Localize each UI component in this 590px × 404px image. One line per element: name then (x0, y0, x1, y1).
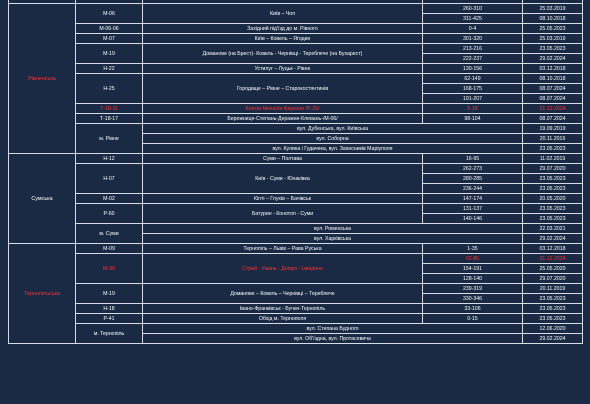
km-cell: 168-175 (423, 84, 523, 94)
km-cell: 62-149 (423, 74, 523, 84)
km-cell: 239-319 (423, 284, 523, 294)
region-cell: Рівненська (9, 4, 76, 154)
road-cell: М-07 (76, 34, 143, 44)
date-cell: 29.07.2020 (523, 274, 583, 284)
route-cell: Бережниця-Степань-Деражне-Клевань-/М-06/ (143, 114, 423, 124)
table-row (9, 254, 583, 264)
km-cell: 262-273 (423, 164, 523, 174)
road-cell: М-06 (76, 4, 143, 24)
km-cell: 130-156 (423, 64, 523, 74)
table-row (9, 4, 583, 14)
route-cell: вул. Об'їздна, вул. Протасевича (143, 334, 523, 344)
route-cell: Устилуг – Луцьк - Рівне (143, 64, 423, 74)
region-cell: Тернопільська (9, 244, 76, 344)
route-cell: Обхід м. Тернополя (143, 314, 423, 324)
km-cell: 98-104 (423, 114, 523, 124)
table-row (9, 284, 583, 294)
km-cell: 280-285 (423, 174, 523, 184)
date-cell: 23.05.2023 (523, 294, 583, 304)
route-cell: Городище – Рівне – Старокостянтинів (143, 74, 423, 104)
date-cell: 25.03.2019 (523, 34, 583, 44)
road-cell: М-09 (76, 244, 143, 254)
road-cell: Т-18-17 (76, 114, 143, 124)
table-row (9, 124, 583, 134)
route-cell: Доманове (на Брест)- Ковель - Чернівці - Тереблече (на Бухарест) (143, 44, 423, 64)
date-cell: 08.10.2018 (523, 14, 583, 24)
table-row (9, 44, 583, 54)
km-cell: 222-237 (423, 54, 523, 64)
date-cell: 31.12.2024 (523, 104, 583, 114)
date-cell: 19.09.2019 (523, 124, 583, 134)
km-cell: 213-216 (423, 44, 523, 54)
road-cell: Н-12 (76, 154, 143, 164)
date-cell: 29.02.2024 (523, 54, 583, 64)
route-cell: вул. Роменська (143, 224, 523, 234)
table-row (9, 164, 583, 174)
date-cell: 31.12.2024 (523, 254, 583, 264)
road-cell: М-19 (76, 284, 143, 304)
date-cell: 11.02.2019 (523, 154, 583, 164)
date-cell: 08.07.2024 (523, 84, 583, 94)
route-cell: вул. Степана Будного (143, 324, 523, 334)
route-cell: Батурин - Конотоп - Суми (143, 204, 423, 224)
date-cell: 23.05.2023 (523, 214, 583, 224)
date-cell: 25.05.2023 (523, 24, 583, 34)
km-cell: 0-15 (423, 314, 523, 324)
route-cell: Суми – Полтава (143, 154, 423, 164)
route-cell: Івано-Франківськ - Бучач-Тернопіль (143, 304, 423, 314)
road-cell: Н-22 (76, 64, 143, 74)
route-cell: Західний під'їзд до м. Рівного (143, 24, 423, 34)
table-row (9, 34, 583, 44)
table-row (9, 154, 583, 164)
road-cell: М-19 (76, 44, 143, 64)
date-cell: 12.06.2020 (523, 324, 583, 334)
table-row (9, 324, 583, 334)
km-cell: 330-346 (423, 294, 523, 304)
route-cell: Доманове – Ковель – Чернівці – Тереблече (143, 284, 423, 304)
km-cell: 140-146 (423, 214, 523, 224)
date-cell: 29.07.2020 (523, 164, 583, 174)
date-cell: 23.05.2023 (523, 304, 583, 314)
km-cell: 5-18 (423, 104, 523, 114)
date-cell: 20.11.2019 (523, 284, 583, 294)
route-cell: вул. Дубенська, вул. Київська (143, 124, 523, 134)
road-cell: М-02 (76, 194, 143, 204)
road-repair-table (8, 0, 583, 344)
table-row (9, 24, 583, 34)
date-cell: 03.12.2018 (523, 244, 583, 254)
km-cell: 191-207 (423, 94, 523, 104)
date-cell: 08.07.2024 (523, 94, 583, 104)
route-cell: вул. Соборна (143, 134, 523, 144)
route-cell: Кіпті – Глухів – Бачівськ (143, 194, 423, 204)
km-cell: 236-244 (423, 184, 523, 194)
date-cell: 23.05.2023 (523, 184, 583, 194)
road-cell: Т-18-11 (76, 104, 143, 114)
date-cell: 23.05.2023 (523, 314, 583, 324)
date-cell: 25.03.2019 (523, 4, 583, 14)
route-cell: Клесів-Михалін-Березне /Р-26/ (143, 104, 423, 114)
table-row (9, 314, 583, 324)
road-cell: М-30 (76, 254, 143, 284)
date-cell: 08.07.2024 (523, 114, 583, 124)
date-cell: 29.02.2024 (523, 234, 583, 244)
date-cell: 23.05.2023 (523, 204, 583, 214)
date-cell: 22.03.2021 (523, 224, 583, 234)
table-row (9, 114, 583, 124)
km-cell: 16-95 (423, 154, 523, 164)
route-cell: Київ - Суми - Юнаківка (143, 164, 423, 194)
km-cell: 131-137 (423, 204, 523, 214)
road-cell: Р-41 (76, 314, 143, 324)
date-cell: 20.11.2019 (523, 134, 583, 144)
km-cell: 52-86 (423, 254, 523, 264)
km-cell: 311-425 (423, 14, 523, 24)
date-cell: 23.05.2023 (523, 44, 583, 54)
table-row (9, 64, 583, 74)
date-cell: 08.10.2018 (523, 74, 583, 84)
road-cell: Н-25 (76, 74, 143, 104)
route-cell: вул. Харківська (143, 234, 523, 244)
road-cell: м. Рівне (76, 124, 143, 154)
km-cell: 147-174 (423, 194, 523, 204)
km-cell: 0-4 (423, 24, 523, 34)
road-cell: Н-18 (76, 304, 143, 314)
date-cell: 23.05.2023 (523, 144, 583, 154)
road-cell: м. Тернопіль (76, 324, 143, 344)
route-cell: Київ – Ковель – Ягодин (143, 34, 423, 44)
route-cell: Тернопіль – Львів – Рава Руська (143, 244, 423, 254)
road-cell: м. Суми (76, 224, 143, 244)
km-cell: 260-310 (423, 4, 523, 14)
route-cell: Київ – Чоп (143, 4, 423, 24)
km-cell: 301-320 (423, 34, 523, 44)
table-row (9, 74, 583, 84)
table-row (9, 244, 583, 254)
km-cell: 33-106 (423, 304, 523, 314)
region-cell: Сумська (9, 154, 76, 244)
road-cell: Н-07 (76, 164, 143, 194)
date-cell: 23.05.2023 (523, 174, 583, 184)
road-cell: М-06-06 (76, 24, 143, 34)
road-cell: Р-60 (76, 204, 143, 224)
table-row (9, 194, 583, 204)
date-cell: 25.05.2020 (523, 264, 583, 274)
table-row (9, 204, 583, 214)
table-row (9, 104, 583, 114)
date-cell: 20.05.2020 (523, 194, 583, 204)
table-row (9, 304, 583, 314)
route-cell: Стрий - Умань - Дніпро - Ізварине (143, 254, 423, 284)
route-cell: вул. Кулика і Гудачека, вул. Захисників Маріуполя (143, 144, 523, 154)
km-cell: 128-140 (423, 274, 523, 284)
date-cell: 29.02.2024 (523, 334, 583, 344)
km-cell: 1-35 (423, 244, 523, 254)
date-cell: 03.12.2018 (523, 64, 583, 74)
table-row (9, 224, 583, 234)
km-cell: 154-191 (423, 264, 523, 274)
